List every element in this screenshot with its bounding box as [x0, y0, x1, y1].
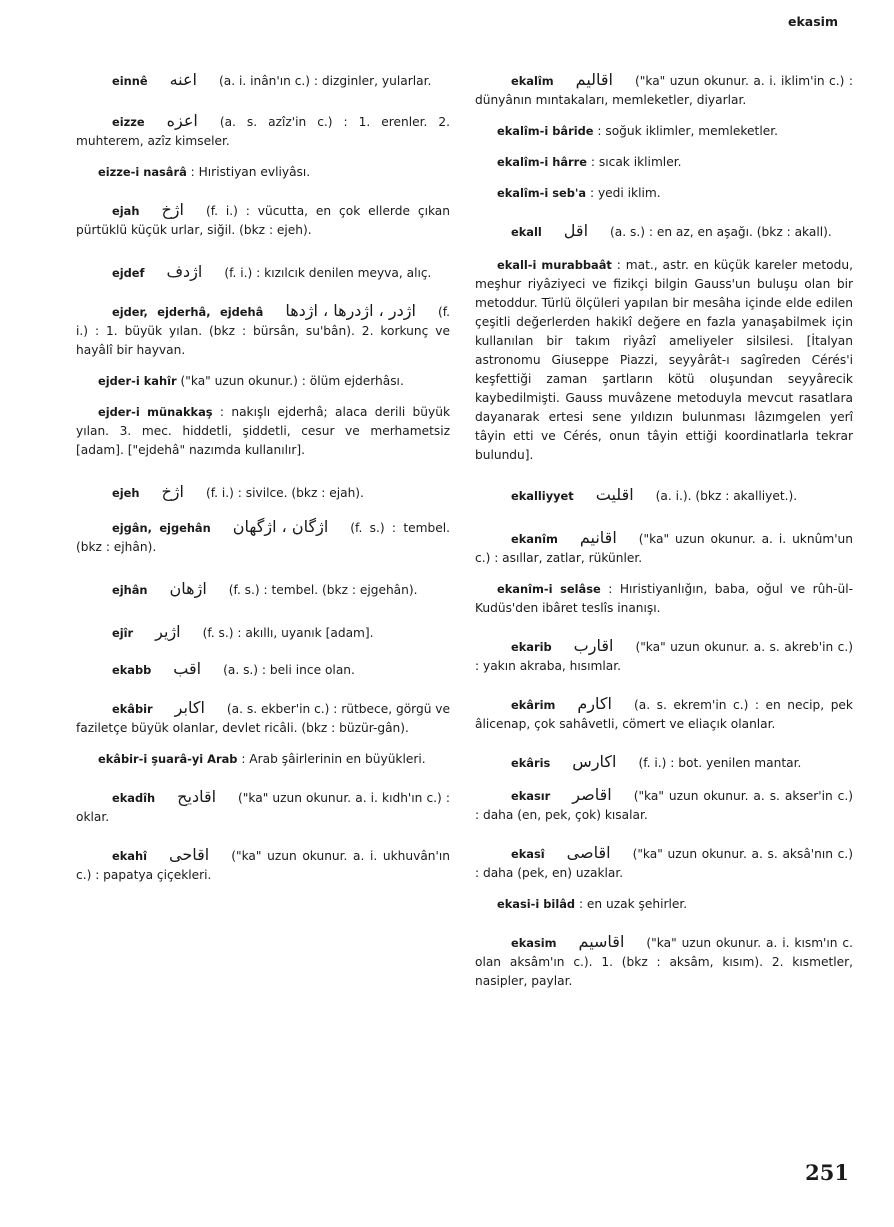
dictionary-entry	[475, 694, 853, 734]
entry-arabic-script: اژخ	[161, 200, 184, 219]
dictionary-entry	[76, 301, 450, 360]
entry-arabic-script: اقارب	[573, 636, 614, 655]
entry-definition: (f. i.) : kızılcık denilen meyva, alıç.	[224, 266, 432, 280]
entry-headword: ejah	[112, 204, 140, 218]
dictionary-entry	[76, 698, 450, 738]
entry-definition: (f. i.) : 1. büyük yılan. (bkz : bürsân, su'bân). 2. korkunç ve hayâlî bir hayvan.	[76, 305, 450, 357]
entry-headword: ekâris	[511, 756, 551, 770]
entry-definition: : nakışlı ejderhâ; alaca derili büyük yılan. 3. mec. hiddetli, şiddetli, cesur ve merhametsiz [adam]. ["ejdehâ" nazımda kullanılır].	[76, 405, 450, 457]
entry-arabic-script: اژدف	[166, 262, 203, 281]
entry-definition: : yedi iklim.	[589, 186, 661, 200]
entry-arabic-script: اقانیم	[579, 528, 617, 547]
entry-headword: ejgân, ejgehân	[112, 521, 211, 535]
right-column	[475, 70, 853, 991]
dictionary-entry	[76, 622, 450, 643]
entry-arabic-script: اژخ	[161, 482, 184, 501]
entry-definition: (a. s. azîz'in c.) : 1. erenler. 2. muhterem, azîz kimseler.	[76, 115, 450, 148]
entry-arabic-script: اقاسیم	[578, 932, 625, 951]
entry-definition: ("ka" uzun okunur. a. i. iklim'in c.) : dünyânın mıntakaları, memleketler, diyarlar.	[475, 74, 853, 107]
entry-definition: ("ka" uzun okunur. a. i. kıdh'ın c.) : oklar.	[76, 791, 450, 824]
dictionary-entry	[76, 845, 450, 885]
dictionary-entry	[475, 895, 853, 914]
entry-definition: (f. s.) : tembel. (bkz : ejhân).	[76, 521, 450, 554]
entry-headword: ejîr	[112, 626, 134, 640]
entry-definition: (a. s.) : en az, en aşağı. (bkz : akall).	[610, 225, 832, 239]
entry-headword: eizze	[112, 115, 145, 129]
entry-definition: ("ka" uzun okunur. a. s. akser'in c.) : daha (en, pek, çok) kısalar.	[475, 789, 853, 822]
dictionary-entry	[76, 163, 450, 182]
entry-definition: : sıcak iklimler.	[590, 155, 682, 169]
dictionary-entry	[475, 485, 853, 506]
entry-headword: ekanîm	[511, 532, 558, 546]
entry-headword: ekall-i murabbaât	[497, 258, 612, 272]
entry-headword: ekasır	[511, 789, 551, 803]
entry-definition: (f. i.) : bot. yenilen mantar.	[638, 756, 802, 770]
left-column	[76, 70, 450, 885]
entry-headword: ekâbir	[112, 702, 153, 716]
dictionary-entry	[76, 750, 450, 769]
entry-arabic-script: اژیر	[155, 622, 181, 641]
entry-arabic-script: اعنه	[169, 70, 197, 89]
entry-definition: : Arab şâirlerinin en büyükleri.	[241, 752, 426, 766]
entry-definition: (f. i.) : sivilce. (bkz : ejah).	[205, 486, 364, 500]
entry-headword: ejder-i münakkaş	[98, 405, 213, 419]
entry-arabic-script: اقل	[563, 221, 589, 240]
entry-arabic-script: اقب	[173, 659, 202, 678]
dictionary-entry	[475, 785, 853, 825]
entry-definition: : Hıristiyan evliyâsı.	[190, 165, 311, 179]
entry-definition: : mat., astr. en küçük kareler metodu, meşhur riyâziyeci ve fizikçi bilgin Gauss'un buluşu olan bir metoddur. Türlü ölçüleri yapılan bir mesâha içinde elde edilen çeşitli değerlerden hakikî değere en fazla yanaşabilmek için kullanılan bir takım riyâzî ameliyeler silsilesi. [İtalyan astronomu Giuseppe Piazzi, seyyârât-ı sagîreden Cérés'i keşfettiği zaman şartların kötü oluşundan seyyârecik kaybedilmişti. Gauss muvâzene metoduyla mevcut rasatlara dayanarak ertesi sene yıldızın bulunması lâzımgelen yerî tâyin etti ve Cérés, onun tâyin ettiği koordinatlarla tekrar bulundu].	[475, 258, 853, 462]
entry-definition: : Hıristiyanlığın, baba, oğul ve rûh-ül-Kudüs'den ibâret teslîs inanışı.	[475, 582, 853, 615]
dictionary-entry	[76, 403, 450, 460]
dictionary-entry	[475, 636, 853, 676]
dictionary-entry	[76, 659, 450, 680]
dictionary-entry	[76, 262, 450, 283]
dictionary-entry	[475, 221, 853, 242]
entry-headword: ekâbir-i şuarâ-yi Arab	[98, 752, 238, 766]
entry-arabic-script: اژهان	[169, 579, 207, 598]
dictionary-entry	[475, 752, 853, 773]
entry-arabic-script: اعزه	[166, 111, 198, 130]
dictionary-entry	[76, 787, 450, 827]
entry-headword: ekasim	[511, 936, 557, 950]
entry-headword: ejhân	[112, 583, 148, 597]
entry-headword: ekârim	[511, 698, 556, 712]
entry-headword: ekarib	[511, 640, 552, 654]
entry-definition: ("ka" uzun okunur. a. s. akreb'in c.) : yakın akraba, hısımlar.	[475, 640, 853, 673]
entry-headword: ejder, ejderhâ, ejdehâ	[112, 305, 264, 319]
dictionary-entry	[76, 372, 450, 391]
entry-definition: : soğuk iklimler, memleketler.	[597, 124, 778, 138]
entry-arabic-script: اکارس	[572, 752, 617, 771]
entry-arabic-script: اکارم	[577, 694, 612, 713]
entry-definition: (a. s. ekrem'in c.) : en necip, pek âlicenap, çok sahâvetli, cömert ve eliaçık olanlar.	[475, 698, 853, 731]
entry-headword: ekalîm-i hârre	[497, 155, 588, 169]
dictionary-entry	[475, 153, 853, 172]
dictionary-entry	[475, 184, 853, 203]
dictionary-entry	[475, 580, 853, 618]
entry-definition: ("ka" uzun okunur. a. i. uknûm'un c.) : asıllar, zatlar, rükünler.	[475, 532, 853, 565]
entry-headword: ekalîm-i bâride	[497, 124, 594, 138]
dictionary-entry	[475, 122, 853, 141]
dictionary-entry	[475, 528, 853, 568]
entry-headword: ekalîm-i seb'a	[497, 186, 587, 200]
entry-headword: eizze-i nasârâ	[98, 165, 187, 179]
dictionary-entry	[475, 843, 853, 883]
entry-headword: ekasi-i bilâd	[497, 897, 576, 911]
entry-definition: (f. s.) : tembel. (bkz : ejgehân).	[228, 583, 418, 597]
dictionary-entry	[76, 579, 450, 600]
entry-headword: ekalliyyet	[511, 489, 574, 503]
dictionary-entry	[76, 200, 450, 240]
entry-headword: einnê	[112, 74, 148, 88]
entry-definition: : en uzak şehirler.	[578, 897, 688, 911]
dictionary-entry	[76, 517, 450, 557]
entry-definition: (f. i.) : vücutta, en çok ellerde çıkan pürtüklü küçük urlar, siğil. (bkz : ejeh).	[76, 204, 450, 237]
running-head: ekasim	[788, 14, 838, 29]
entry-definition: ("ka" uzun okunur. a. s. aksâ'nın c.) : daha (pek, en) uzaklar.	[475, 847, 853, 880]
entry-headword: ejdef	[112, 266, 145, 280]
entry-headword: ekalîm	[511, 74, 554, 88]
dictionary-entry	[76, 70, 450, 91]
dictionary-entry	[475, 70, 853, 110]
entry-headword: ekall	[511, 225, 542, 239]
entry-definition: (a. i. inân'ın c.) : dizginler, yularlar.	[218, 74, 432, 88]
entry-headword: ekasî	[511, 847, 545, 861]
entry-arabic-script: اژگان ، اژگهان	[232, 517, 329, 536]
entry-headword: ejder-i kahîr	[98, 374, 177, 388]
dictionary-entry	[475, 256, 853, 465]
entry-arabic-script: اکابر	[174, 698, 205, 717]
entry-arabic-script: اقادیح	[177, 787, 217, 806]
entry-arabic-script: اقاحی	[169, 845, 210, 864]
dictionary-entry	[475, 932, 853, 991]
entry-definition: ("ka" uzun okunur. a. i. ukhuvân'ın c.) : papatya çiçekleri.	[76, 849, 450, 882]
entry-definition: (a. s. ekber'in c.) : rütbece, görgü ve faziletçe büyük olanlar, devlet ricâli. (bkz : büzür-gân).	[76, 702, 451, 735]
entry-definition: (f. s.) : akıllı, uyanık [adam].	[202, 626, 374, 640]
entry-headword: ejeh	[112, 486, 140, 500]
entry-headword: ekadîh	[112, 791, 156, 805]
entry-headword: ekanîm-i selâse	[497, 582, 601, 596]
entry-definition: (a. i.). (bkz : akalliyet.).	[655, 489, 798, 503]
entry-arabic-script: اقاصی	[566, 843, 611, 862]
entry-definition: ("ka" uzun okunur. a. i. kısm'ın c. olan aksâm'ın c.). 1. (bkz : aksâm, kısım). 2. kısmetler, nasipler, paylar.	[475, 936, 853, 988]
entry-headword: ekabb	[112, 663, 152, 677]
entry-arabic-script: اقالیم	[575, 70, 613, 89]
entry-arabic-script: اقاصر	[572, 785, 612, 804]
page-number: 251	[805, 1160, 849, 1185]
dictionary-entry	[76, 111, 450, 151]
entry-arabic-script: اژدر ، اژدرها ، اژدها	[285, 301, 416, 320]
entry-definition: (a. s.) : beli ince olan.	[223, 663, 355, 677]
entry-headword: ekahî	[112, 849, 148, 863]
dictionary-entry	[76, 482, 450, 503]
entry-arabic-script: اقلیت	[595, 485, 634, 504]
entry-definition: ("ka" uzun okunur.) : ölüm ejderhâsı.	[180, 374, 404, 388]
